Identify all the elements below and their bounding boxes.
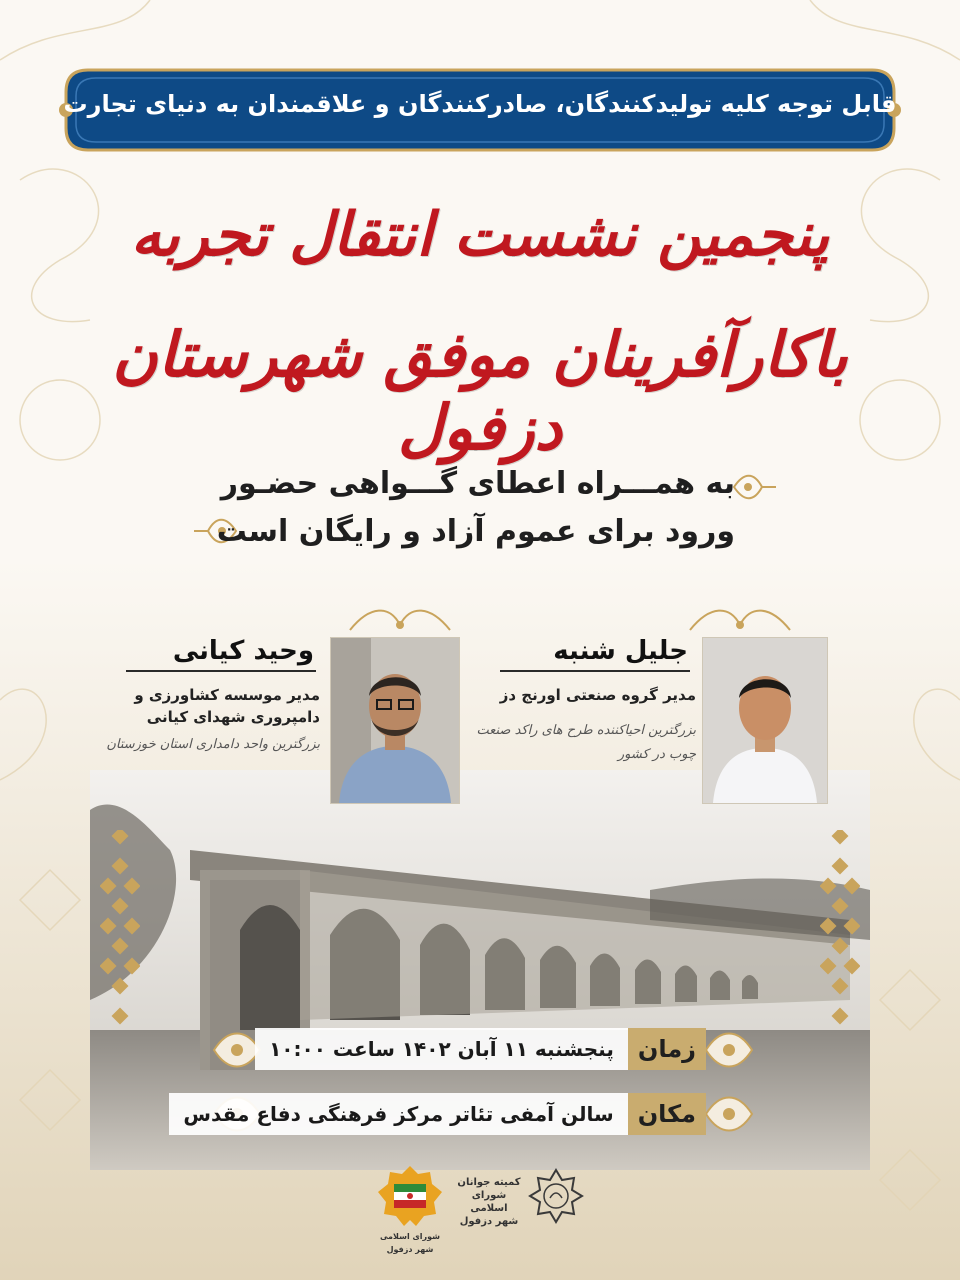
- speaker-divider: [126, 670, 316, 672]
- event-place-value: سالن آمفی تئاتر مرکز فرهنگی دفاع مقدس: [169, 1093, 627, 1135]
- banner-text: قابل توجه کلیه تولیدکنندگان، صادرکنندگان و علاقمندان به دنیای تجارت: [63, 90, 897, 118]
- speaker-role-vahid-1: مدیر موسسه کشاورزی و: [134, 686, 320, 704]
- committee-caption-line-1: کمیته جوانان: [457, 1177, 521, 1188]
- council-logo: [374, 1164, 446, 1230]
- event-place-row: [169, 1093, 706, 1135]
- title-line-2: باکارآفرینان موفق شهرستان دزفول: [112, 318, 848, 464]
- speaker-name-jalil: جلیل شنبه: [553, 636, 688, 666]
- event-time-label: زمان: [628, 1028, 706, 1070]
- speaker-name-vahid: وحید کیانی: [172, 636, 314, 666]
- speaker-photo-jalil: [702, 637, 828, 804]
- event-place-label: مکان: [628, 1093, 706, 1135]
- speaker-divider: [500, 670, 690, 672]
- committee-caption-line-3: شهر دزفول: [459, 1216, 519, 1227]
- speaker-desc-jalil-1: بزرگترین احیاکننده طرح های راکد صنعت: [476, 723, 696, 738]
- title-line-1: پنجمین نشست انتقال تجربه: [130, 200, 830, 270]
- committee-caption-line-2: شورای اسلامی: [470, 1190, 508, 1214]
- committee-caption: [452, 1176, 526, 1228]
- event-time-row: [255, 1028, 706, 1070]
- info-ornament-icon: [704, 1022, 754, 1078]
- speaker-role-vahid-2: دامپروری شهدای کیانی: [146, 708, 320, 726]
- speaker-ornament-icon: [340, 600, 460, 640]
- speaker-desc-vahid: بزرگترین واحد دامداری استان خوزستان: [106, 737, 320, 752]
- lattice-ornament-right: [820, 830, 860, 1050]
- info-ornament-icon: [704, 1086, 754, 1142]
- ornament-icon: [732, 470, 778, 504]
- council-caption: شورای اسلامی شهر دزفول: [379, 1232, 441, 1254]
- subtitle-line-1: به همـــراه اعطای گـــواهی حضـور: [220, 466, 735, 501]
- speaker-photo-vahid: [330, 637, 460, 804]
- event-time-value: پنجشنبه ۱۱ آبان ۱۴۰۲ ساعت ۱۰:۰۰: [255, 1028, 628, 1070]
- speaker-ornament-icon: [680, 600, 800, 640]
- lattice-ornament-left: [100, 830, 140, 1050]
- subtitle-line-2: ورود برای عموم آزاد و رایگان است: [216, 514, 735, 549]
- committee-logo: [528, 1168, 584, 1224]
- speaker-role-jalil: مدیر گروه صنعتی اورنج دز: [499, 686, 696, 704]
- top-banner: [58, 62, 902, 158]
- speaker-desc-jalil-2: چوب در کشور: [617, 747, 696, 762]
